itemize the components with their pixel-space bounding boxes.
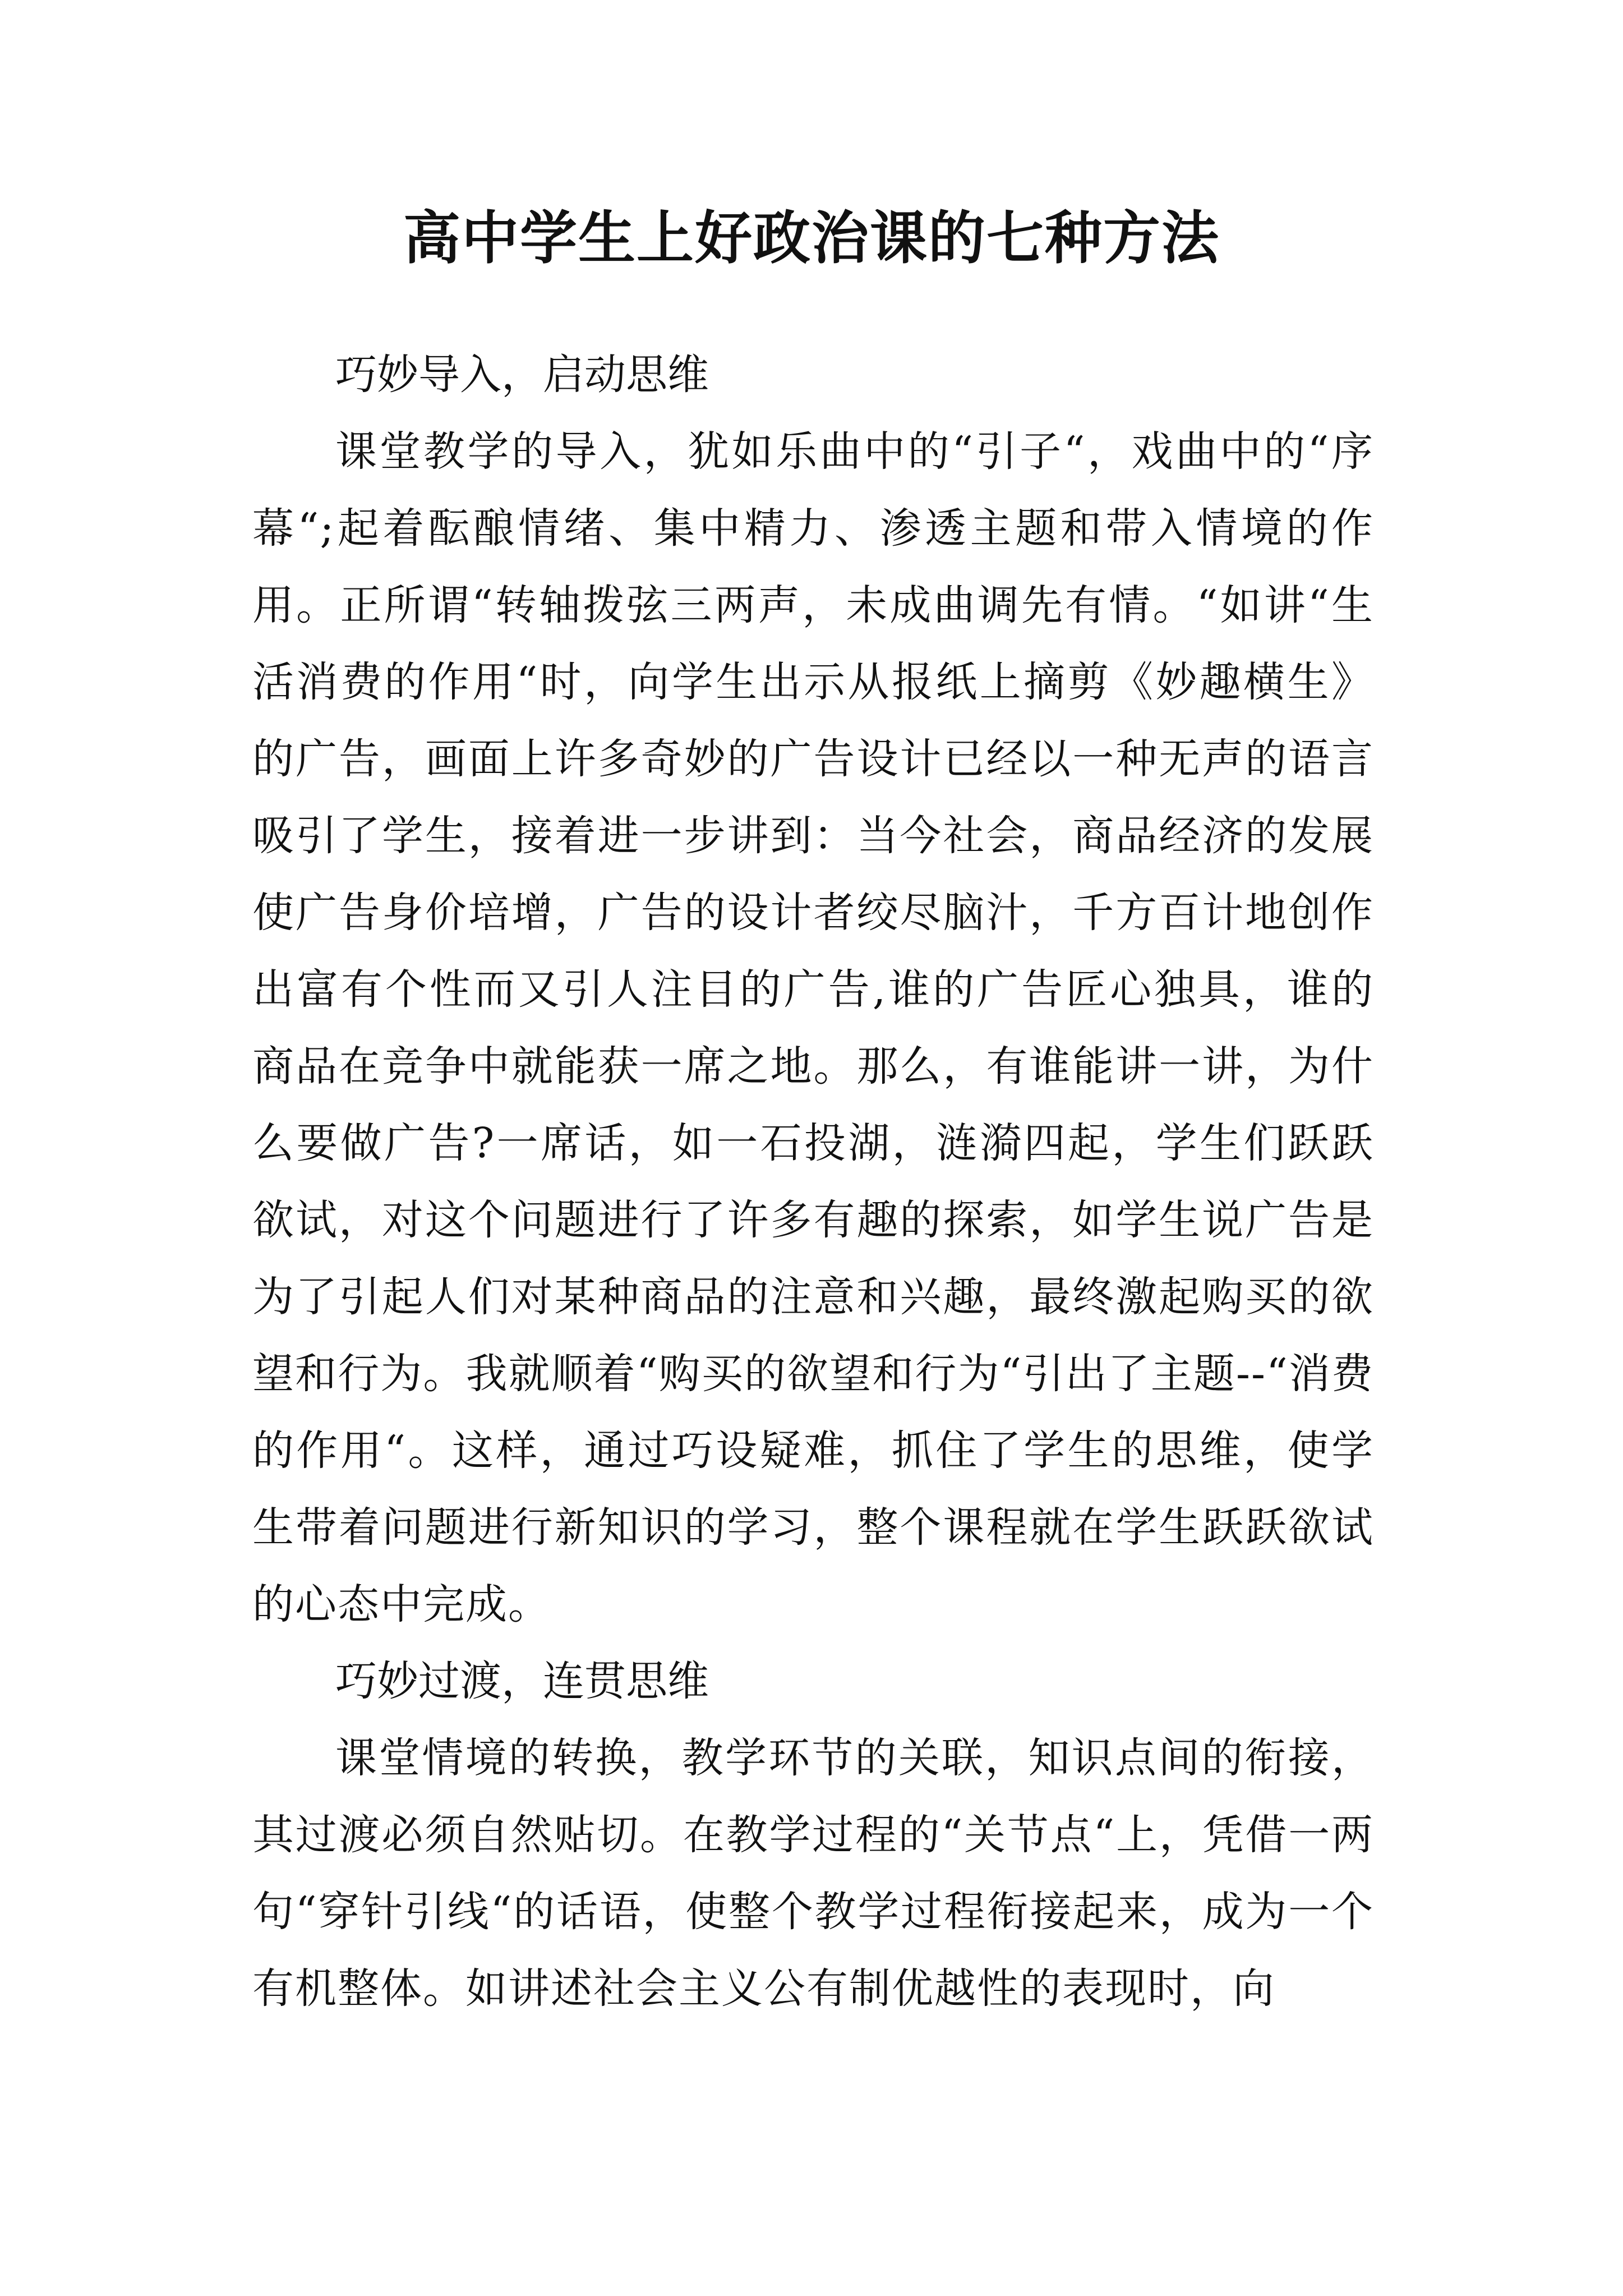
- section-heading-2: 巧妙过渡，连贯思维: [335, 1657, 709, 1705]
- section-paragraph-1: 课堂教学的导入，犹如乐曲中的“引子“，戏曲中的“序幕“;起着酝酿情绪、集中精力、渗透主题和带入情境的作用。正所谓“转轴拨弦三两声，未成曲调先有情。“如讲“生活消费的作用“时，向学生出示从报纸上摘剪《妙趣横生》的广告，画面上许多奇妙的广告设计已经以一种无声的语言吸引了学生，接着进一步讲到：当今社会，商品经济的发展使广告身价培增，广告的设计者绞尽脑汁，千方百计地创作出富有个性而又引人注目的广告,谁的广告匠心独具，谁的商品在竞争中就能获一席之地。那么，有谁能讲一讲，为什么要做广告?一席话，如一石投湖，涟漪四起，学生们跃跃欲试，对这个问题进行了许多有趣的探索，如学生说广告是为了引起人们对某种商品的注意和兴趣，最终激起购买的欲望和行为。我就顺着“购买的欲望和行为“引出了主题--“消费的作用“。这样，通过巧设疑难，抓住了学生的思维，使学生带着问题进行新知识的学习，整个课程就在学生跃跃欲试的心态中完成。: [252, 427, 1374, 1628]
- document-body: [252, 337, 1374, 2027]
- section-paragraph-2: 课堂情境的转换，教学环节的关联，知识点间的衔接，其过渡必须自然贴切。在教学过程的“关节点“上，凭借一两句“穿针引线“的话语，使整个教学过程衔接起来，成为一个有机整体。如讲述社会主义公有制优越性的表现时，向: [252, 1734, 1374, 2013]
- section-heading-1: 巧妙导入，启动思维: [335, 351, 709, 399]
- document-title: 高中学生上好政治课的七种方法: [403, 205, 1220, 272]
